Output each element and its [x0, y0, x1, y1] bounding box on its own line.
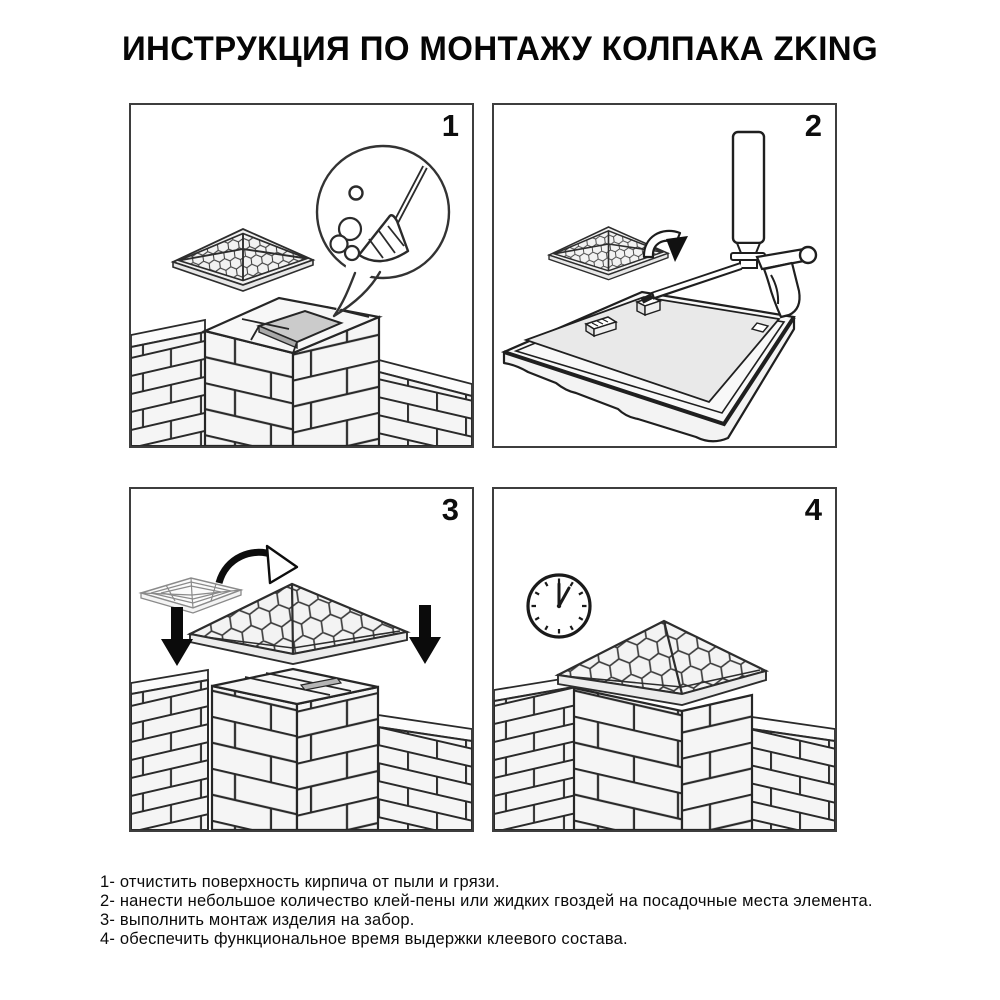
panel-step-2	[492, 103, 837, 448]
down-arrow-left-icon	[161, 607, 193, 666]
brick-fence-right-wall	[752, 717, 835, 830]
brick-fence-right-wall	[379, 360, 472, 446]
step4-illustration	[494, 489, 835, 830]
brick-pillar	[212, 669, 378, 830]
brick-fence-left-wall	[131, 670, 208, 830]
brick-fence-left-wall	[494, 677, 574, 830]
brick-fence-left-wall	[131, 320, 205, 446]
instruction-list	[100, 873, 873, 949]
panel-number: 4	[804, 492, 822, 527]
cap-underside-small	[141, 578, 241, 613]
instruction-step-3: 3- выполнить монтаж изделия на забор.	[100, 911, 415, 929]
flip-arrow-icon	[219, 546, 297, 583]
panel-step-1	[129, 103, 474, 448]
step3-illustration	[131, 489, 472, 830]
instruction-step-1: 1- отчистить поверхность кирпича от пыли и грязи.	[100, 873, 500, 891]
chimney-cap	[173, 229, 313, 291]
panel-number: 2	[804, 108, 822, 143]
page-title: ИНСТРУКЦИЯ ПО МОНТАЖУ КОЛПАКА ZKING	[121, 30, 879, 68]
brick-pillar	[205, 298, 379, 446]
down-arrow-right-icon	[409, 605, 441, 664]
panel-step-4	[492, 487, 837, 832]
brick-fence-right-wall	[378, 715, 472, 830]
step1-illustration	[131, 105, 472, 446]
panel-step-3	[129, 487, 474, 832]
step2-illustration	[494, 105, 835, 446]
foam-gun-icon	[642, 132, 816, 317]
clock-icon	[528, 575, 590, 637]
panel-number: 3	[441, 492, 459, 527]
instruction-step-2: 2- нанести небольшое количество клей-пены или жидких гвоздей на посадочные места элемента.	[100, 892, 873, 910]
panel-number: 1	[441, 108, 459, 143]
cap-underside-tray	[504, 292, 794, 441]
brick-pillar	[574, 688, 752, 830]
instruction-step-4: 4- обеспечить функциональное время выдержки клеевого состава.	[100, 930, 628, 948]
